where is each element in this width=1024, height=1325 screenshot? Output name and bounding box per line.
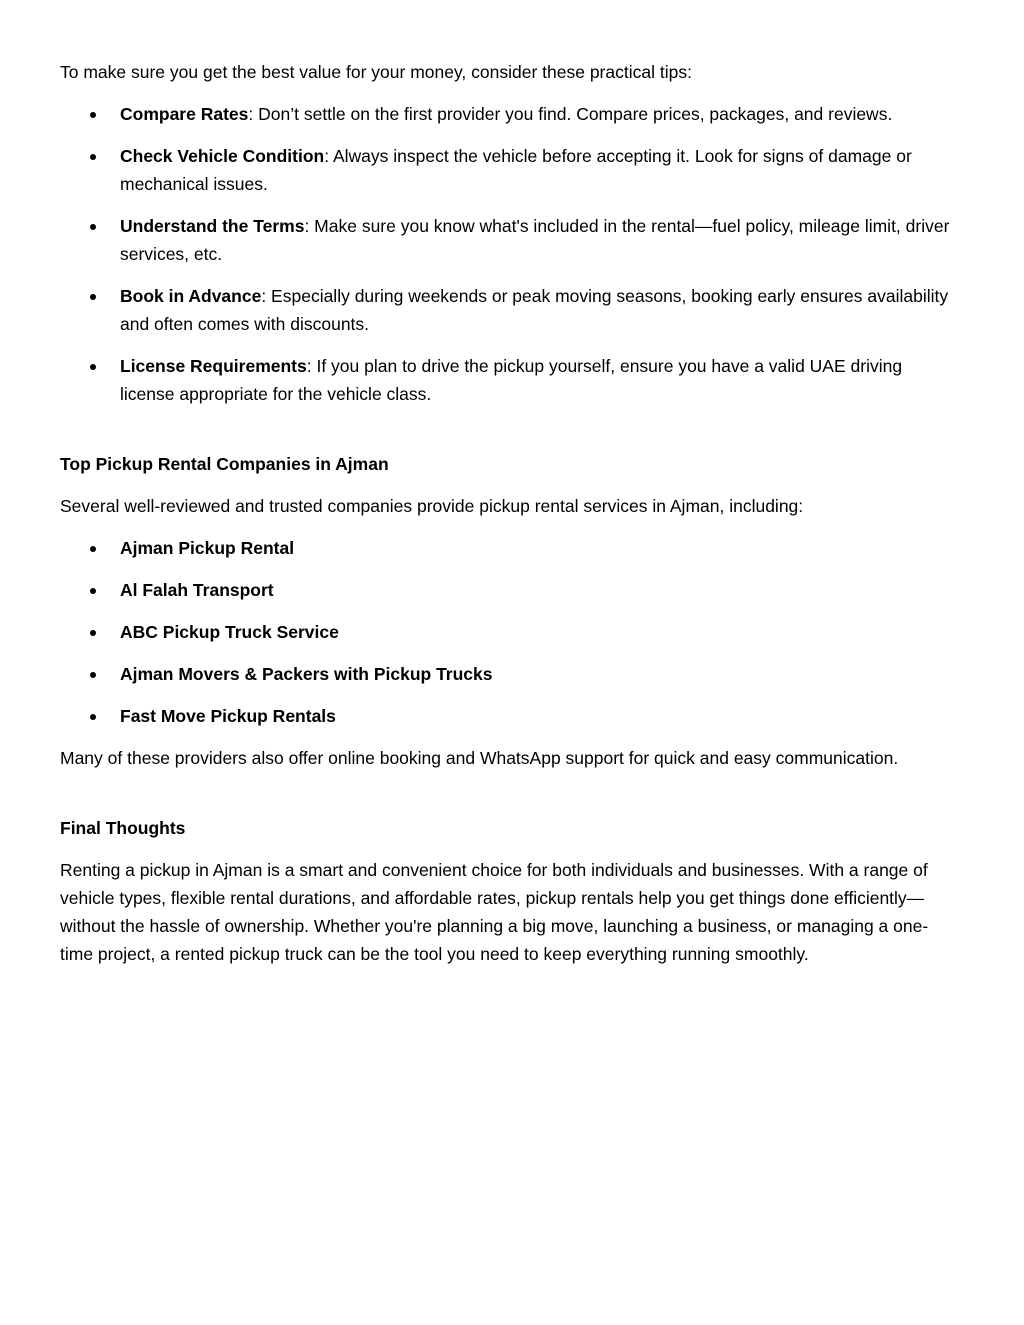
tip-text: : Always inspect the vehicle before accepting it. Look for signs of damage or mechanical issues. [120, 146, 912, 194]
list-item [60, 618, 960, 646]
bullet-icon [90, 588, 96, 594]
bullet-icon [90, 154, 96, 160]
companies-intro: Several well-reviewed and trusted companies provide pickup rental services in Ajman, including: [60, 496, 804, 516]
tips-list [60, 100, 960, 408]
company-name: Al Falah Transport [120, 580, 274, 600]
list-item [60, 142, 960, 198]
bullet-icon [90, 294, 96, 300]
bullet-icon [90, 364, 96, 370]
bullet-icon [90, 112, 96, 118]
tips-intro: To make sure you get the best value for your money, consider these practical tips: [60, 62, 692, 82]
company-name: Ajman Movers & Packers with Pickup Trucks [120, 664, 493, 684]
tip-term: License Requirements [120, 356, 307, 376]
tip-term: Check Vehicle Condition [120, 146, 325, 166]
document-page [60, 58, 960, 968]
bullet-icon [90, 714, 96, 720]
companies-list [60, 534, 960, 730]
tip-text: : Don’t settle on the first provider you find. Compare prices, packages, and reviews. [248, 104, 893, 124]
tip-term: Understand the Terms [120, 216, 305, 236]
tip-text: : Make sure you know what's included in the rental—fuel policy, mileage limit, driver services, etc. [120, 216, 950, 264]
list-item [60, 534, 960, 562]
list-item [60, 576, 960, 604]
bullet-icon [90, 224, 96, 230]
company-name: ABC Pickup Truck Service [120, 622, 339, 642]
list-item [60, 660, 960, 688]
list-item [60, 702, 960, 730]
tip-term: Book in Advance [120, 286, 262, 306]
bullet-icon [90, 672, 96, 678]
bullet-icon [90, 546, 96, 552]
companies-heading: Top Pickup Rental Companies in Ajman [60, 454, 389, 474]
company-name: Ajman Pickup Rental [120, 538, 295, 558]
list-item [60, 352, 960, 408]
final-body: Renting a pickup in Ajman is a smart and convenient choice for both individuals and businesses. With a range of vehicle types, flexible rental durations, and affordable rates, pickup rentals help you get things done efficiently—without the hassle of ownership. Whether you're planning a big move, launching a business, or managing a one-time project, a rented pickup truck can be the tool you need to keep everything running smoothly. [60, 860, 929, 964]
list-item [60, 100, 960, 128]
bullet-icon [90, 630, 96, 636]
list-item [60, 212, 960, 268]
tip-text: : Especially during weekends or peak moving seasons, booking early ensures availability and often comes with discounts. [120, 286, 949, 334]
final-heading: Final Thoughts [60, 818, 186, 838]
company-name: Fast Move Pickup Rentals [120, 706, 336, 726]
list-item [60, 282, 960, 338]
companies-outro: Many of these providers also offer online booking and WhatsApp support for quick and easy communication. [60, 748, 899, 768]
tip-text: : If you plan to drive the pickup yourself, ensure you have a valid UAE driving license appropriate for the vehicle class. [120, 356, 903, 404]
tip-term: Compare Rates [120, 104, 249, 124]
